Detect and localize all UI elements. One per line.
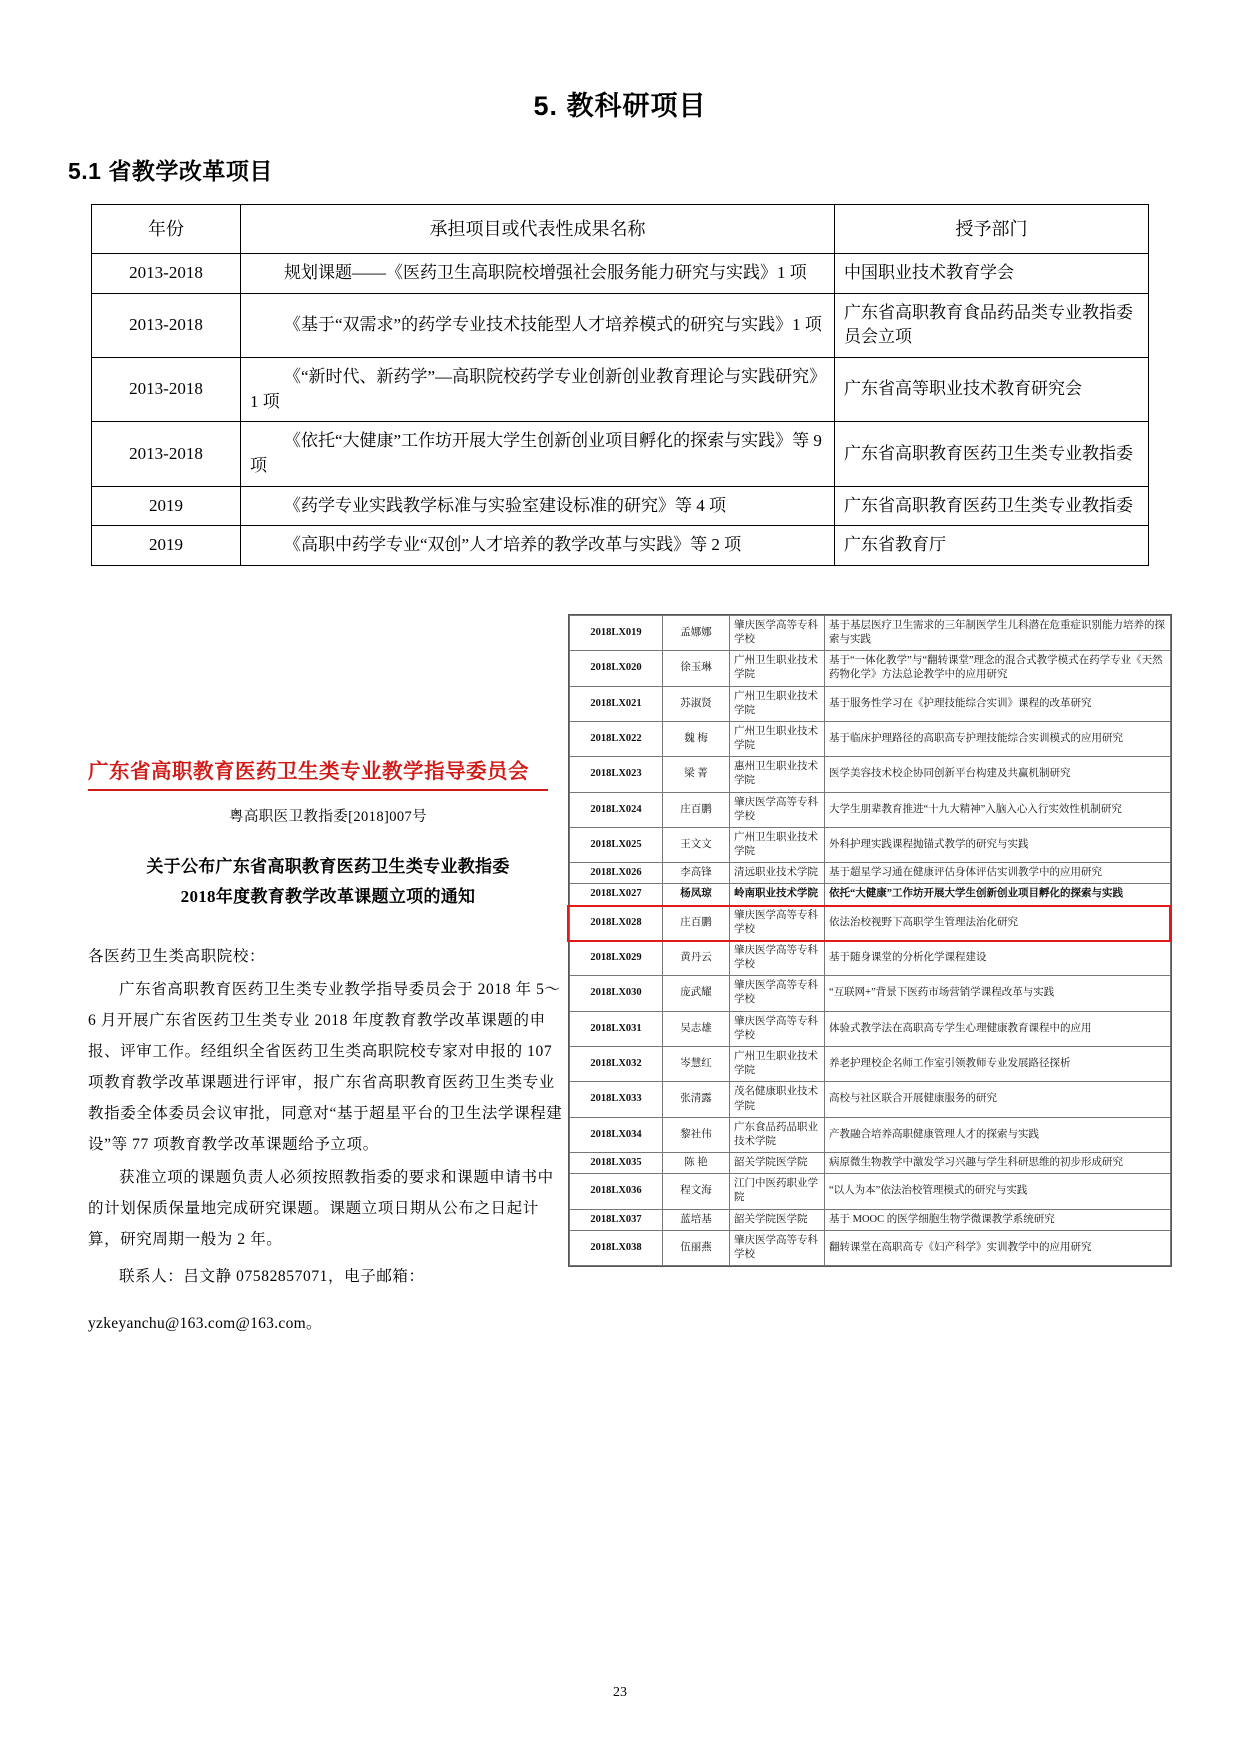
cell-school: 江门中医药职业学院 — [730, 1174, 825, 1209]
column-header-year: 年份 — [92, 205, 241, 254]
table-row — [570, 1082, 1171, 1117]
cell-school: 肇庆医学高等专科学校 — [730, 1011, 825, 1046]
cell-project-name: 《高职中药学专业“双创”人才培养的教学改革与实践》等 2 项 — [241, 526, 835, 566]
cell-code: 2018LX021 — [570, 686, 663, 721]
cell-department: 广东省高职教育医药卫生类专业教指委 — [835, 486, 1149, 526]
cell-title: 依托“大健康”工作坊开展大学生创新创业项目孵化的探索与实践 — [825, 884, 1171, 905]
cell-person: 王文文 — [663, 827, 730, 862]
cell-person: 李高锋 — [663, 863, 730, 884]
cell-code: 2018LX038 — [570, 1230, 663, 1265]
cell-year: 2013-2018 — [92, 254, 241, 294]
cell-person: 陈 艳 — [663, 1153, 730, 1174]
notice-contact-line: 联系人：吕文静 07582857071，电子邮箱： — [119, 1268, 425, 1286]
cell-school: 肇庆医学高等专科学校 — [730, 1230, 825, 1265]
notice-document-number: 粤高职医卫教指委[2018]007号 — [228, 808, 428, 825]
cell-school: 广州卫生职业技术学院 — [730, 721, 825, 756]
cell-person: 吴志雄 — [663, 1011, 730, 1046]
cell-code: 2018LX020 — [570, 651, 663, 686]
cell-year: 2019 — [92, 486, 241, 526]
cell-person: 魏 梅 — [663, 721, 730, 756]
cell-year: 2013-2018 — [92, 293, 241, 357]
table-row — [570, 976, 1171, 1011]
cell-code: 2018LX037 — [570, 1209, 663, 1230]
cell-title: 基于基层医疗卫生需求的三年制医学生儿科潜在危重症识别能力培养的探索与实践 — [825, 615, 1171, 650]
page-title: 5. 教科研项目 — [533, 91, 707, 121]
cell-title: 病原微生物教学中激发学习兴趣与学生科研思维的初步形成研究 — [825, 1153, 1171, 1174]
cell-code: 2018LX027 — [570, 884, 663, 905]
cell-code: 2018LX035 — [570, 1153, 663, 1174]
cell-person: 蓝培基 — [663, 1209, 730, 1230]
cell-title: 外科护理实践课程抛锚式教学的研究与实践 — [825, 827, 1171, 862]
cell-title: 高校与社区联合开展健康服务的研究 — [825, 1082, 1171, 1117]
cell-person: 岑慧红 — [663, 1046, 730, 1081]
cell-title: 基于临床护理路径的高职高专护理技能综合实训模式的应用研究 — [825, 721, 1171, 756]
table-header-row — [92, 205, 1149, 254]
cell-year: 2013-2018 — [92, 422, 241, 486]
cell-school: 广州卫生职业技术学院 — [730, 1046, 825, 1081]
cell-person: 杨凤琼 — [663, 884, 730, 905]
cell-title: 大学生朋辈教育推进“十九大精神”入脑入心入行实效性机制研究 — [825, 792, 1171, 827]
table-row — [570, 863, 1171, 884]
table-row — [570, 827, 1171, 862]
cell-code: 2018LX026 — [570, 863, 663, 884]
cell-title: 基于随身课堂的分析化学课程建设 — [825, 940, 1171, 975]
cell-title: 养老护理校企名师工作室引领教师专业发展路径探析 — [825, 1046, 1171, 1081]
cell-code: 2018LX025 — [570, 827, 663, 862]
cell-school: 韶关学院医学院 — [730, 1153, 825, 1174]
cell-person: 庄百鹏 — [663, 905, 730, 940]
cell-person: 黄丹云 — [663, 940, 730, 975]
cell-department: 中国职业技术教育学会 — [835, 254, 1149, 294]
cell-person: 梁 菁 — [663, 757, 730, 792]
cell-person: 庄百鹏 — [663, 792, 730, 827]
notice-banner-title: 广东省高职教育医药卫生类专业教学指导委员会 — [88, 759, 529, 783]
cell-school: 清远职业技术学院 — [730, 863, 825, 884]
notice-paragraph-2: 获准立项的课题负责人必须按照教指委的要求和课题申请书中的计划保质保量地完成研究课题。课题立项日期从公布之日起计算，研究周期一般为 2 年。 — [88, 1169, 554, 1249]
table-row — [570, 1117, 1171, 1152]
cell-school: 肇庆医学高等专科学校 — [730, 792, 825, 827]
cell-code: 2018LX036 — [570, 1174, 663, 1209]
cell-project-name: 《药学专业实践教学标准与实验室建设标准的研究》等 4 项 — [241, 486, 835, 526]
cell-person: 徐玉琳 — [663, 651, 730, 686]
table-row — [92, 293, 1149, 357]
table-row — [92, 526, 1149, 566]
cell-title: 翻转课堂在高职高专《妇产科学》实训教学中的应用研究 — [825, 1230, 1171, 1265]
column-header-department: 授予部门 — [835, 205, 1149, 254]
cell-title: “以人为本”依法治校管理模式的研究与实践 — [825, 1174, 1171, 1209]
table-row — [570, 651, 1171, 686]
table-row — [570, 757, 1171, 792]
cell-code: 2018LX023 — [570, 757, 663, 792]
cell-school: 广州卫生职业技术学院 — [730, 651, 825, 686]
cell-department: 广东省高职教育食品药品类专业教指委员会立项 — [835, 293, 1149, 357]
cell-code: 2018LX030 — [570, 976, 663, 1011]
cell-person: 程文海 — [663, 1174, 730, 1209]
cell-title: 基于 MOOC 的医学细胞生物学微课教学系统研究 — [825, 1209, 1171, 1230]
table-row — [570, 615, 1171, 650]
cell-school: 广州卫生职业技术学院 — [730, 686, 825, 721]
cell-code: 2018LX022 — [570, 721, 663, 756]
cell-person: 伍丽燕 — [663, 1230, 730, 1265]
cell-project-name: 《基于“双需求”的药学专业技术技能型人才培养模式的研究与实践》1 项 — [241, 293, 835, 357]
table-row — [92, 358, 1149, 422]
cell-project-name: 《“新时代、新药学”—高职院校药学专业创新创业教育理论与实践研究》1 项 — [241, 358, 835, 422]
cell-code: 2018LX032 — [570, 1046, 663, 1081]
notice-heading — [88, 852, 568, 912]
table-row — [570, 905, 1171, 940]
table-row — [570, 1230, 1171, 1265]
notice-salutation: 各医药卫生类高职院校： — [88, 948, 266, 966]
notice-divider — [88, 789, 548, 791]
cell-title: 基于服务性学习在《护理技能综合实训》课程的改革研究 — [825, 686, 1171, 721]
table-row — [570, 1046, 1171, 1081]
cell-person: 张清露 — [663, 1082, 730, 1117]
table-row — [570, 1153, 1171, 1174]
cell-school: 肇庆医学高等专科学校 — [730, 615, 825, 650]
table-row — [570, 1174, 1171, 1209]
table-row — [92, 486, 1149, 526]
cell-title: 基于超星学习通在健康评估身体评估实训教学中的应用研究 — [825, 863, 1171, 884]
notice-paragraph-1: 广东省高职教育医药卫生类专业教学指导委员会于 2018 年 5～6 月开展广东省医药卫生类专业 2018 年度教育教学改革课题的申报、评审工作。经组织全省医药卫生类高职院校专家对申报的 107 项教育教学改革课题进行评审，报广东省高职教育医药卫生类专业教指委全体委员会议审批，同意对“基于超星平台的卫生法学课程建设”等 77 项教育教学改革课题给予立项。 — [88, 981, 563, 1154]
section-title: 5.1 省教学改革项目 — [68, 158, 273, 184]
notice-heading-line-2: 2018年度教育教学改革课题立项的通知 — [180, 886, 476, 906]
table-row — [570, 686, 1171, 721]
cell-year: 2013-2018 — [92, 358, 241, 422]
table-row — [92, 254, 1149, 294]
cell-code: 2018LX034 — [570, 1117, 663, 1152]
cell-title: 产教融合培养高职健康管理人才的探索与实践 — [825, 1117, 1171, 1152]
cell-title: 医学美容技术校企协同创新平台构建及共赢机制研究 — [825, 757, 1171, 792]
cell-title: 体验式教学法在高职高专学生心理健康教育课程中的应用 — [825, 1011, 1171, 1046]
cell-school: 广州卫生职业技术学院 — [730, 827, 825, 862]
cell-code: 2018LX024 — [570, 792, 663, 827]
scanned-documents-area — [68, 614, 1172, 1404]
cell-school: 肇庆医学高等专科学校 — [730, 940, 825, 975]
cell-school: 肇庆医学高等专科学校 — [730, 976, 825, 1011]
table-row — [92, 422, 1149, 486]
cell-code: 2018LX031 — [570, 1011, 663, 1046]
cell-code: 2018LX029 — [570, 940, 663, 975]
approved-projects-table — [569, 615, 1171, 1266]
page-number: 23 — [613, 1685, 627, 1700]
cell-person: 黎社伟 — [663, 1117, 730, 1152]
column-header-project-name: 承担项目或代表性成果名称 — [241, 205, 835, 254]
cell-year: 2019 — [92, 526, 241, 566]
cell-person: 孟娜娜 — [663, 615, 730, 650]
cell-school: 肇庆医学高等专科学校 — [730, 905, 825, 940]
table-row — [570, 721, 1171, 756]
teaching-reform-projects-table — [91, 204, 1149, 566]
cell-person: 庞武耀 — [663, 976, 730, 1011]
table-row — [570, 1209, 1171, 1230]
cell-code: 2018LX019 — [570, 615, 663, 650]
cell-project-name: 《依托“大健康”工作坊开展大学生创新创业项目孵化的探索与实践》等 9 项 — [241, 422, 835, 486]
notice-document — [88, 754, 568, 1355]
cell-title: 基于“一体化教学”与“翻转课堂”理念的混合式教学模式在药学专业《天然药物化学》方法总论教学中的应用研究 — [825, 651, 1171, 686]
table-row — [570, 1011, 1171, 1046]
cell-department: 广东省高等职业技术教育研究会 — [835, 358, 1149, 422]
cell-school: 惠州卫生职业技术学院 — [730, 757, 825, 792]
cell-person: 苏淑贤 — [663, 686, 730, 721]
notice-heading-line-1: 关于公布广东省高职教育医药卫生类专业教指委 — [146, 856, 510, 876]
cell-department: 广东省教育厅 — [835, 526, 1149, 566]
cell-department: 广东省高职教育医药卫生类专业教指委 — [835, 422, 1149, 486]
cell-code: 2018LX033 — [570, 1082, 663, 1117]
cell-project-name: 规划课题——《医药卫生高职院校增强社会服务能力研究与实践》1 项 — [241, 254, 835, 294]
cell-school: 茂名健康职业技术学院 — [730, 1082, 825, 1117]
cell-title: “互联网+”背景下医药市场营销学课程改革与实践 — [825, 976, 1171, 1011]
table-row — [570, 940, 1171, 975]
cell-school: 广东食品药品职业技术学院 — [730, 1117, 825, 1152]
table-row-highlighted — [570, 884, 1171, 905]
cell-code: 2018LX028 — [570, 905, 663, 940]
table-row — [570, 792, 1171, 827]
cell-title: 依法治校视野下高职学生管理法治化研究 — [825, 905, 1171, 940]
notice-email: yzkeyanchu@163.com@163.com。 — [88, 1314, 322, 1332]
cell-school: 岭南职业技术学院 — [730, 884, 825, 905]
cell-school: 韶关学院医学院 — [730, 1209, 825, 1230]
project-list-scan-table — [568, 614, 1172, 1267]
